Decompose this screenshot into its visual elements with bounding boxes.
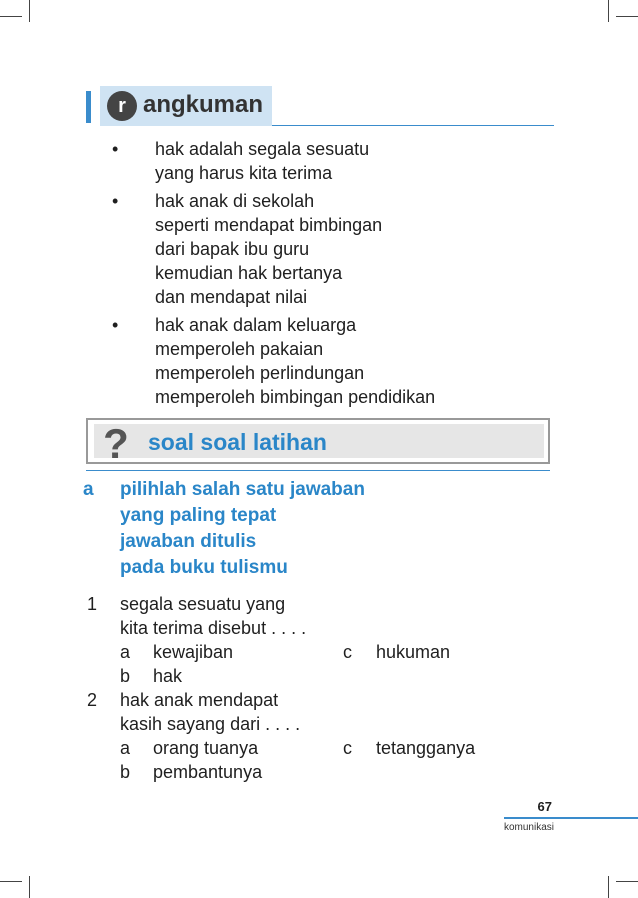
question-line: segala sesuatu yang xyxy=(120,594,286,614)
option-letter: c xyxy=(343,642,352,662)
option-letter: b xyxy=(120,666,131,686)
bullet-mark: • xyxy=(112,191,119,211)
list-item-line: memperoleh pakaian xyxy=(155,339,324,359)
crop-mark-bottom-right-v xyxy=(608,876,609,898)
rangkuman-title: angkuman xyxy=(143,91,264,118)
soal-latihan-underline xyxy=(86,470,550,471)
list-item-line: memperoleh perlindungan xyxy=(155,363,365,383)
section-label: a xyxy=(83,479,94,500)
answer-option-a xyxy=(120,736,258,760)
list-item-line: hak anak dalam keluarga xyxy=(155,315,357,335)
option-text: hak xyxy=(153,666,183,686)
instruction-line: yang paling tepat xyxy=(120,505,277,526)
crop-mark-bottom-left-h xyxy=(0,881,22,882)
answer-options xyxy=(120,736,567,784)
rangkuman-accent-bar xyxy=(86,91,91,123)
question-line: kita terima disebut . . . . xyxy=(120,618,307,638)
list-item xyxy=(112,137,552,185)
option-letter: c xyxy=(343,738,352,758)
answer-option-b xyxy=(120,664,182,688)
option-text: orang tuanya xyxy=(153,738,259,758)
answer-option-c xyxy=(343,736,475,760)
footer-rule xyxy=(504,817,638,819)
option-text: kewajiban xyxy=(153,642,234,662)
option-letter: a xyxy=(120,642,131,662)
crop-mark-top-right-h xyxy=(616,16,638,17)
list-item-line: seperti mendapat bimbingan xyxy=(155,215,383,235)
question-line: kasih sayang dari . . . . xyxy=(120,714,301,734)
list-item-line: dari bapak ibu guru xyxy=(155,239,310,259)
list-item-line: dan mendapat nilai xyxy=(155,287,308,307)
instruction-line: jawaban ditulis xyxy=(120,531,257,552)
question-2 xyxy=(87,688,567,784)
list-item-line: hak anak di sekolah xyxy=(155,191,315,211)
section-a-instructions xyxy=(83,477,563,581)
rangkuman-letter-badge: r xyxy=(107,91,137,121)
question-number: 2 xyxy=(87,690,98,710)
bullet-mark: • xyxy=(112,139,119,159)
question-number: 1 xyxy=(87,594,98,614)
list-item xyxy=(112,313,552,409)
list-item-line: kemudian hak bertanya xyxy=(155,263,343,283)
footer-label: komunikasi xyxy=(503,822,554,833)
crop-mark-bottom-left-v xyxy=(29,876,30,898)
rangkuman-list xyxy=(112,137,552,413)
bullet-mark: • xyxy=(112,315,119,335)
list-item-line: memperoleh bimbingan pendidikan xyxy=(155,387,436,407)
question-line: hak anak mendapat xyxy=(120,690,279,710)
option-text: hukuman xyxy=(376,642,451,662)
instruction-line: pada buku tulismu xyxy=(120,557,288,578)
option-letter: a xyxy=(120,738,131,758)
soal-latihan-title: soal soal latihan xyxy=(148,429,327,455)
question-mark-icon: ? xyxy=(103,420,129,467)
answer-options xyxy=(120,640,567,688)
answer-option-a xyxy=(120,640,233,664)
answer-option-c xyxy=(343,640,450,664)
list-item-line: hak adalah segala sesuatu xyxy=(155,139,370,159)
list-item xyxy=(112,189,552,309)
answer-option-b xyxy=(120,760,262,784)
crop-mark-top-left-h xyxy=(0,16,22,17)
rangkuman-underline xyxy=(272,125,554,126)
option-text: tetangganya xyxy=(376,738,476,758)
option-letter: b xyxy=(120,762,131,782)
list-item-line: yang harus kita terima xyxy=(155,163,333,183)
crop-mark-bottom-right-h xyxy=(616,881,638,882)
crop-mark-top-right-v xyxy=(608,0,609,22)
instruction-line: pilihlah salah satu jawaban xyxy=(120,479,365,500)
option-text: pembantunya xyxy=(153,762,263,782)
page-number: 67 xyxy=(537,799,552,814)
crop-mark-top-left-v xyxy=(29,0,30,22)
question-1 xyxy=(87,592,567,688)
